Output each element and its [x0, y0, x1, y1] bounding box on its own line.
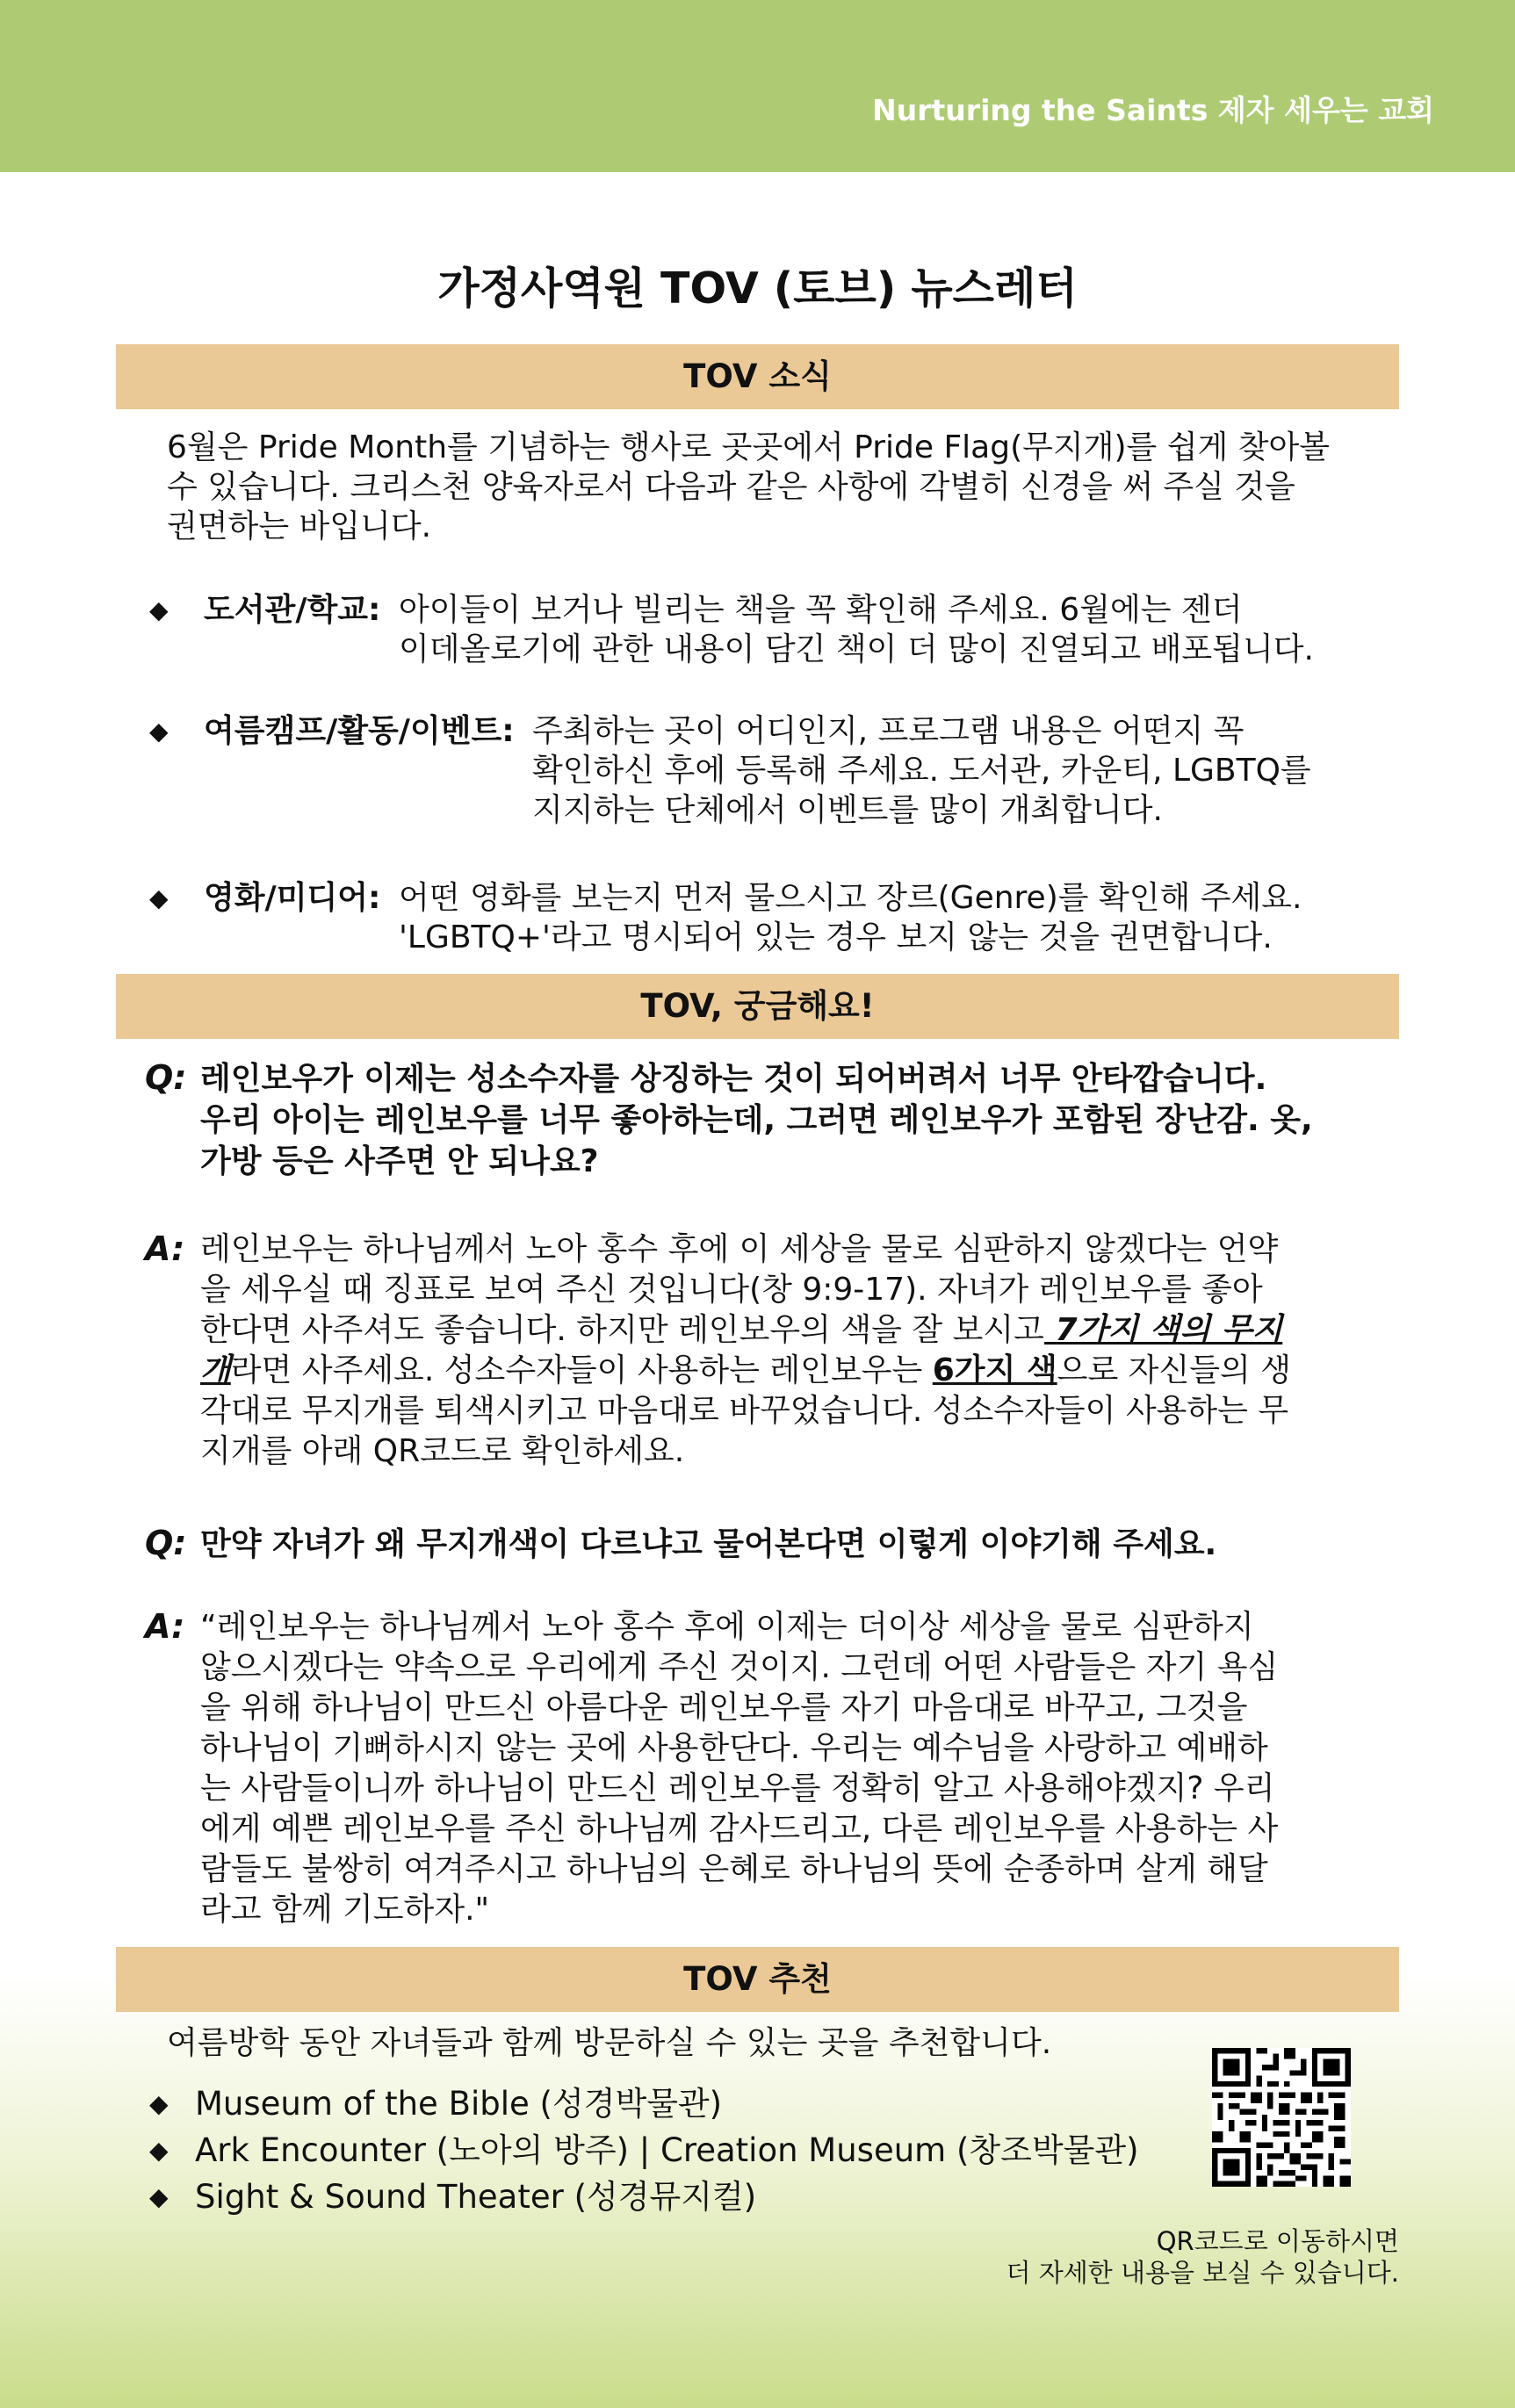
- diamond-bullet-icon: ◆: [149, 883, 169, 912]
- diamond-bullet-icon: ◆: [149, 2182, 169, 2211]
- qr-note: [1006, 2225, 1399, 2289]
- news-item-label: 도서관/학교:: [204, 592, 381, 628]
- answer-mark-label: A:: [145, 1607, 185, 1646]
- answer-line: “레인보우는 하나님께서 노아 홍수 후에 이제는 더이상 세상을 물로 심판하지: [200, 1609, 1254, 1645]
- news-intro-line: 권면하는 바입니다.: [167, 508, 432, 544]
- answer-line: 에게 예쁜 레인보우를 주신 하나님께 감사드리고, 다른 레인보우를 사용하는 사: [200, 1811, 1279, 1847]
- question-mark-label: Q:: [145, 1524, 187, 1562]
- answer-line: [200, 1310, 1361, 1351]
- answer-text: 한다면 사주셔도 좋습니다. 하지만 레인보우의 색을 잘 보시고: [200, 1312, 1044, 1348]
- question-line: 레인보우가 이제는 성소수자를 상징하는 것이 되어버려서 너무 안타깝습니다.: [200, 1061, 1267, 1097]
- diamond-bullet-icon: ◆: [149, 2089, 169, 2118]
- news-item-label: 여름캠프/활동/이벤트:: [204, 713, 515, 749]
- news-item-label: 영화/미디어:: [204, 880, 381, 916]
- news-item-text: 확인하신 후에 등록해 주세요. 도서관, 카운티, LGBTQ를: [532, 753, 1311, 789]
- news-item-text: 아이들이 보거나 빌리는 책을 꼭 확인해 주세요. 6월에는 젠더: [399, 592, 1243, 628]
- answer-line: 각대로 무지개를 퇴색시키고 마음대로 바꾸었습니다. 성소수자들이 사용하는 무: [200, 1393, 1289, 1429]
- answer-line: 을 위해 하나님이 만드신 아름다운 레인보우를 자기 마음대로 바꾸고, 그것을: [200, 1690, 1248, 1726]
- question-1: [200, 1058, 1313, 1182]
- answer-line: 라고 함께 기도하자.": [200, 1892, 490, 1928]
- seven-colors-highlight-end: 개: [200, 1352, 231, 1388]
- question-line: 우리 아이는 레인보우를 너무 좋아하는데, 그러면 레인보우가 포함된 장난감. 옷,: [200, 1102, 1313, 1138]
- answer-line: 지개를 아래 QR코드로 확인하세요.: [200, 1433, 685, 1469]
- news-intro: [167, 428, 1396, 546]
- diamond-bullet-icon: ◆: [149, 717, 169, 746]
- diamond-bullet-icon: ◆: [149, 2136, 169, 2165]
- seven-colors-highlight: 7가지 색의 무지: [1043, 1312, 1283, 1348]
- newsletter-title: 가정사역원 TOV (토브) 뉴스레터: [437, 263, 1078, 314]
- answer-line: 는 사람들이니까 하나님이 만드신 레인보우를 정확히 알고 사용해야겠지? 우리: [200, 1770, 1275, 1806]
- recommend-intro: 여름방학 동안 자녀들과 함께 방문하실 수 있는 곳을 추천합니다.: [167, 2025, 1052, 2061]
- recommend-item-text: Sight & Sound Theater (성경뮤지컬): [195, 2178, 757, 2216]
- section-heading-recommend: TOV 추천: [116, 1947, 1399, 2012]
- question-2: 만약 자녀가 왜 무지개색이 다르냐고 물어본다면 이렇게 이야기해 주세요.: [200, 1526, 1217, 1562]
- answer-2: [200, 1607, 1361, 1930]
- section-heading-news: TOV 소식: [116, 344, 1399, 409]
- news-item-text: 이데올로기에 관한 내용이 담긴 책이 더 많이 진열되고 배포됩니다.: [399, 631, 1314, 667]
- qr-code-icon[interactable]: [1212, 2048, 1351, 2187]
- news-intro-line: 수 있습니다. 크리스천 양육자로서 다음과 같은 사항에 각별히 신경을 써 주실 것을: [167, 469, 1295, 505]
- news-item-text: 지지하는 단체에서 이벤트를 많이 개최합니다.: [532, 792, 1163, 828]
- news-item-text: 어떤 영화를 보는지 먼저 물으시고 장르(Genre)를 확인해 주세요.: [399, 880, 1302, 916]
- church-tagline: Nurturing the Saints 제자 세우는 교회: [872, 93, 1434, 127]
- news-item-text: 'LGBTQ+'라고 명시되어 있는 경우 보지 않는 것을 권면합니다.: [399, 919, 1273, 955]
- answer-text: 라면 사주세요. 성소수자들이 사용하는 레인보우는: [230, 1352, 933, 1388]
- question-line: 가방 등은 사주면 안 되나요?: [200, 1143, 599, 1179]
- answer-text: 으로 자신들의 생: [1057, 1352, 1291, 1388]
- section-heading-faq: TOV, 궁금해요!: [116, 974, 1399, 1039]
- news-intro-line: 6월은 Pride Month를 기념하는 행사로 곳곳에서 Pride Flag(무지개)를 쉽게 찾아볼: [167, 429, 1331, 465]
- answer-line: 하나님이 기뻐하시지 않는 곳에 사용한단다. 우리는 예수님을 사랑하고 예배하: [200, 1730, 1268, 1766]
- recommend-item-text: Museum of the Bible (성경박물관): [195, 2085, 723, 2123]
- answer-line: 레인보우는 하나님께서 노아 홍수 후에 이 세상을 물로 심판하지 않겠다는 언약: [200, 1231, 1279, 1267]
- answer-line: 을 세우실 때 징표로 보여 주신 것입니다(창 9:9-17). 자녀가 레인보우를 좋아: [200, 1272, 1263, 1308]
- answer-mark-label: A:: [145, 1229, 185, 1268]
- news-item-text: 주최하는 곳이 어디인지, 프로그램 내용은 어떤지 꼭: [532, 713, 1244, 749]
- diamond-bullet-icon: ◆: [149, 595, 169, 624]
- answer-line: [200, 1351, 1361, 1391]
- answer-line: 않으시겠다는 약속으로 우리에게 주신 것이지. 그런데 어떤 사람들은 자기 욕심: [200, 1649, 1279, 1685]
- qr-note-line: QR코드로 이동하시면: [1156, 2226, 1399, 2256]
- question-mark-label: Q:: [145, 1058, 187, 1097]
- header-bar: [0, 0, 1515, 172]
- answer-1: [200, 1229, 1361, 1472]
- qr-note-line: 더 자세한 내용을 보실 수 있습니다.: [1006, 2258, 1399, 2288]
- recommend-item-text: Ark Encounter (노아의 방주) | Creation Museum (창조박물관): [195, 2131, 1139, 2169]
- six-colors-highlight: 6가지 색: [932, 1352, 1057, 1388]
- answer-line: 람들도 불쌍히 여겨주시고 하나님의 은혜로 하나님의 뜻에 순종하며 살게 해달: [200, 1851, 1268, 1887]
